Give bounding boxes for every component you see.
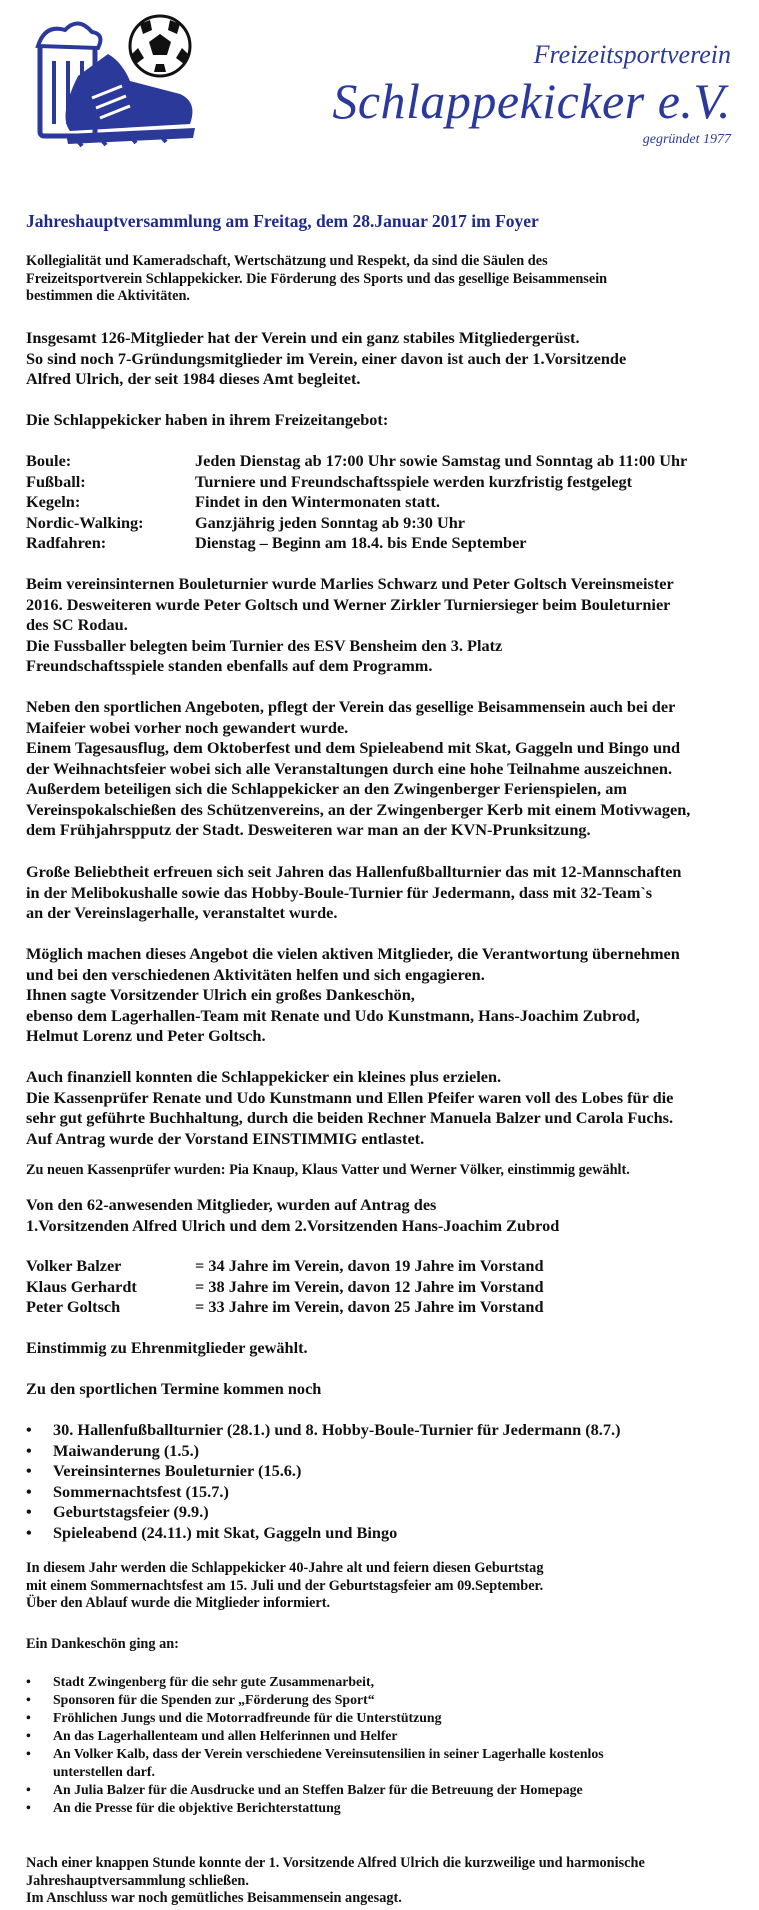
list-item: • Vereinsinternes Bouleturnier (15.6.) bbox=[26, 1461, 736, 1482]
members-paragraph: Insgesamt 126-Mitglieder hat der Verein und ein ganz stabiles Mitgliedergerüst. So sind noch 7-Gründungsmitglieder im Verein, einer davon ist auch der 1.Vorsitzende Alfred Ulrich, der seit 1984 dieses Amt begleitet. bbox=[26, 328, 627, 388]
list-item: • Sponsoren für die Spenden zur „Förderung des Sport“ bbox=[26, 1691, 736, 1709]
org-subtitle: Freizeitsportverein bbox=[533, 40, 731, 69]
schedule-row: Boule: Jeden Dienstag ab 17:00 Uhr sowie Samstag und Sonntag ab 11:00 Uhr bbox=[26, 451, 688, 470]
honoree-row: Klaus Gerhardt = 38 Jahre im Verein, davon 12 Jahre im Vorstand bbox=[26, 1276, 544, 1296]
dates-intro: Zu den sportlichen Termine kommen noch bbox=[26, 1379, 322, 1398]
schedule-row: Kegeln: Findet in den Wintermonaten statt. bbox=[26, 492, 440, 511]
thanks-list bbox=[26, 1673, 736, 1817]
anniversary-paragraph: In diesem Jahr werden die Schlappekicker 40-Jahre alt und feiern diesen Geburtstag mit einem Sommernachtsfest am 15. Juli und der Geburtstagsfeier am 09.September. Über den Ablauf wurde die Mitglieder informiert. bbox=[26, 1560, 544, 1611]
honorees-list bbox=[26, 1256, 736, 1318]
list-item: • Geburtstagsfeier (9.9.) bbox=[26, 1502, 736, 1523]
schedule-row: Nordic-Walking: Ganzjährig jeden Sonntag ab 9:30 Uhr bbox=[26, 512, 466, 532]
honoree-row: Volker Balzer = 34 Jahre im Verein, davon 19 Jahre im Vorstand bbox=[26, 1256, 544, 1275]
list-item: • 30. Hallenfußballturnier (28.1.) und 8. Hobby-Boule-Turnier für Jedermann (8.7.) bbox=[26, 1420, 736, 1441]
tournaments-paragraph: Große Beliebtheit erfreuen sich seit Jahren das Hallenfußballturnier das mit 12-Mannschaften in der Melibokushalle sowie das Hobby-Boule-Turnier für Jedermann, dass mit 32-Team`s an der Vereinslagerhalle, veranstaltet wurde. bbox=[26, 862, 682, 922]
intro-paragraph: Kollegialität und Kameradschaft, Wertschätzung und Respekt, da sind die Säulen des Freizeitsportverein Schlappekicker. Die Förderung des Sports und das gesellige Beisammensein bestimmen die Aktivitäten. bbox=[26, 253, 608, 304]
honor-intro: Von den 62-anwesenden Mitglieder, wurden auf Antrag des 1.Vorsitzenden Alfred Ulrich und dem 2.Vorsitzenden Hans-Joachim Zubrod bbox=[26, 1195, 560, 1235]
list-item: • An die Presse für die objektive Berichterstattung bbox=[26, 1799, 736, 1817]
article-title: Jahreshauptversammlung am Freitag, dem 28.Januar 2017 im Foyer bbox=[26, 211, 539, 231]
club-logo bbox=[30, 6, 200, 156]
finance-paragraph: Auch finanziell konnten die Schlappekicker ein kleines plus erzielen. Die Kassenprüfer Renate und Udo Kunstmann und Ellen Pfeifer waren voll des Lobes für die sehr gut geführte Buchhaltung, durch die beiden Rechner Manuela Balzer und Carola Fuchs. Auf Antrag wurde der Vorstand EINSTIMMIG entlastet. bbox=[26, 1067, 674, 1148]
list-item: • An das Lagerhallenteam und allen Helferinnen und Helfer bbox=[26, 1727, 736, 1745]
honor-elected: Einstimmig zu Ehrenmitglieder gewählt. bbox=[26, 1338, 308, 1357]
list-item: • Stadt Zwingenberg für die sehr gute Zusammenarbeit, bbox=[26, 1673, 736, 1691]
org-name: Schlappekicker e.V. bbox=[332, 73, 731, 129]
schedule-row: Radfahren: Dienstag – Beginn am 18.4. bis Ende September bbox=[26, 533, 527, 552]
volunteers-paragraph: Möglich machen dieses Angebot die vielen aktiven Mitglieder, die Verantwortung übernehmen und bei den verschiedenen Aktivitäten helfen und sich engagieren. Ihnen sagte Vorsitzender Ulrich ein großes Dankeschön, ebenso dem Lagerhallen-Team mit Renate und Udo Kunstmann, Hans-Joachim Zubrod, Helmut Lorenz und Peter Goltsch. bbox=[26, 944, 680, 1045]
list-item: • An Volker Kalb, dass der Verein verschiedene Vereinsutensilien in seiner Lagerhalle kostenlos unterstellen darf. bbox=[26, 1745, 736, 1781]
list-item: • Maiwanderung (1.5.) bbox=[26, 1441, 736, 1462]
dates-list bbox=[26, 1420, 736, 1543]
closing-paragraph: Nach einer knappen Stunde konnte der 1. Vorsitzende Alfred Ulrich die kurzweilige und harmonische Jahreshauptversammlung schließen. Im Anschluss war noch gemütliches Beisammensein angesagt. bbox=[26, 1855, 645, 1906]
list-item: • An Julia Balzer für die Ausdrucke und an Steffen Balzer für die Betreuung der Homepage bbox=[26, 1781, 736, 1799]
list-item: • Sommernachtsfest (15.7.) bbox=[26, 1482, 736, 1503]
social-paragraph: Neben den sportlichen Angeboten, pflegt der Verein das gesellige Beisammensein auch bei der Maifeier wobei vorher noch gewandert wurde. Einem Tagesausflug, dem Oktoberfest und dem Spieleabend mit Skat, Gaggeln und Bingo und der Weihnachtsfeier wobei sich alle Veranstaltungen durch eine hohe Teilnahme auszeichnen. Außerdem beteiligen sich die Schlappekicker an den Zwingenberger Ferienspielen, am Vereinspokalschießen des Schützenvereins, an der Zwingenberger Kerb mit einem Motivwagen, dem Frühjahrspputz der Stadt. Desweiteren war man an der KVN-Prunksitzung. bbox=[26, 697, 691, 839]
results-paragraph: Beim vereinsinternen Bouleturnier wurde Marlies Schwarz und Peter Goltsch Vereinsmeister 2016. Desweiteren wurde Peter Goltsch und Werner Zirkler Turniersieger beim Bouleturnier des SC Rodau. Die Fussballer belegten beim Turnier des ESV Bensheim den 3. Platz Freundschaftsspiele standen ebenfalls auf dem Programm. bbox=[26, 574, 674, 675]
org-founded: gegründet 1977 bbox=[642, 132, 731, 147]
offer-intro: Die Schlappekicker haben in ihrem Freizeitangebot: bbox=[26, 410, 389, 429]
list-item: • Fröhlichen Jungs und die Motorradfreunde für die Unterstützung bbox=[26, 1709, 736, 1727]
schedule-row: Fußball: Turniere und Freundschaftsspiele werden kurzfristig festgelegt bbox=[26, 471, 633, 491]
auditors-paragraph: Zu neuen Kassenprüfer wurden: Pia Knaup, Klaus Vatter und Werner Völker, einstimmig gewählt. bbox=[26, 1162, 630, 1178]
list-item: • Spieleabend (24.11.) mit Skat, Gaggeln und Bingo bbox=[26, 1523, 736, 1544]
thanks-intro: Ein Dankeschön ging an: bbox=[26, 1636, 179, 1652]
honoree-row: Peter Goltsch = 33 Jahre im Verein, davon 25 Jahre im Vorstand bbox=[26, 1297, 544, 1316]
activity-schedule bbox=[26, 451, 736, 554]
